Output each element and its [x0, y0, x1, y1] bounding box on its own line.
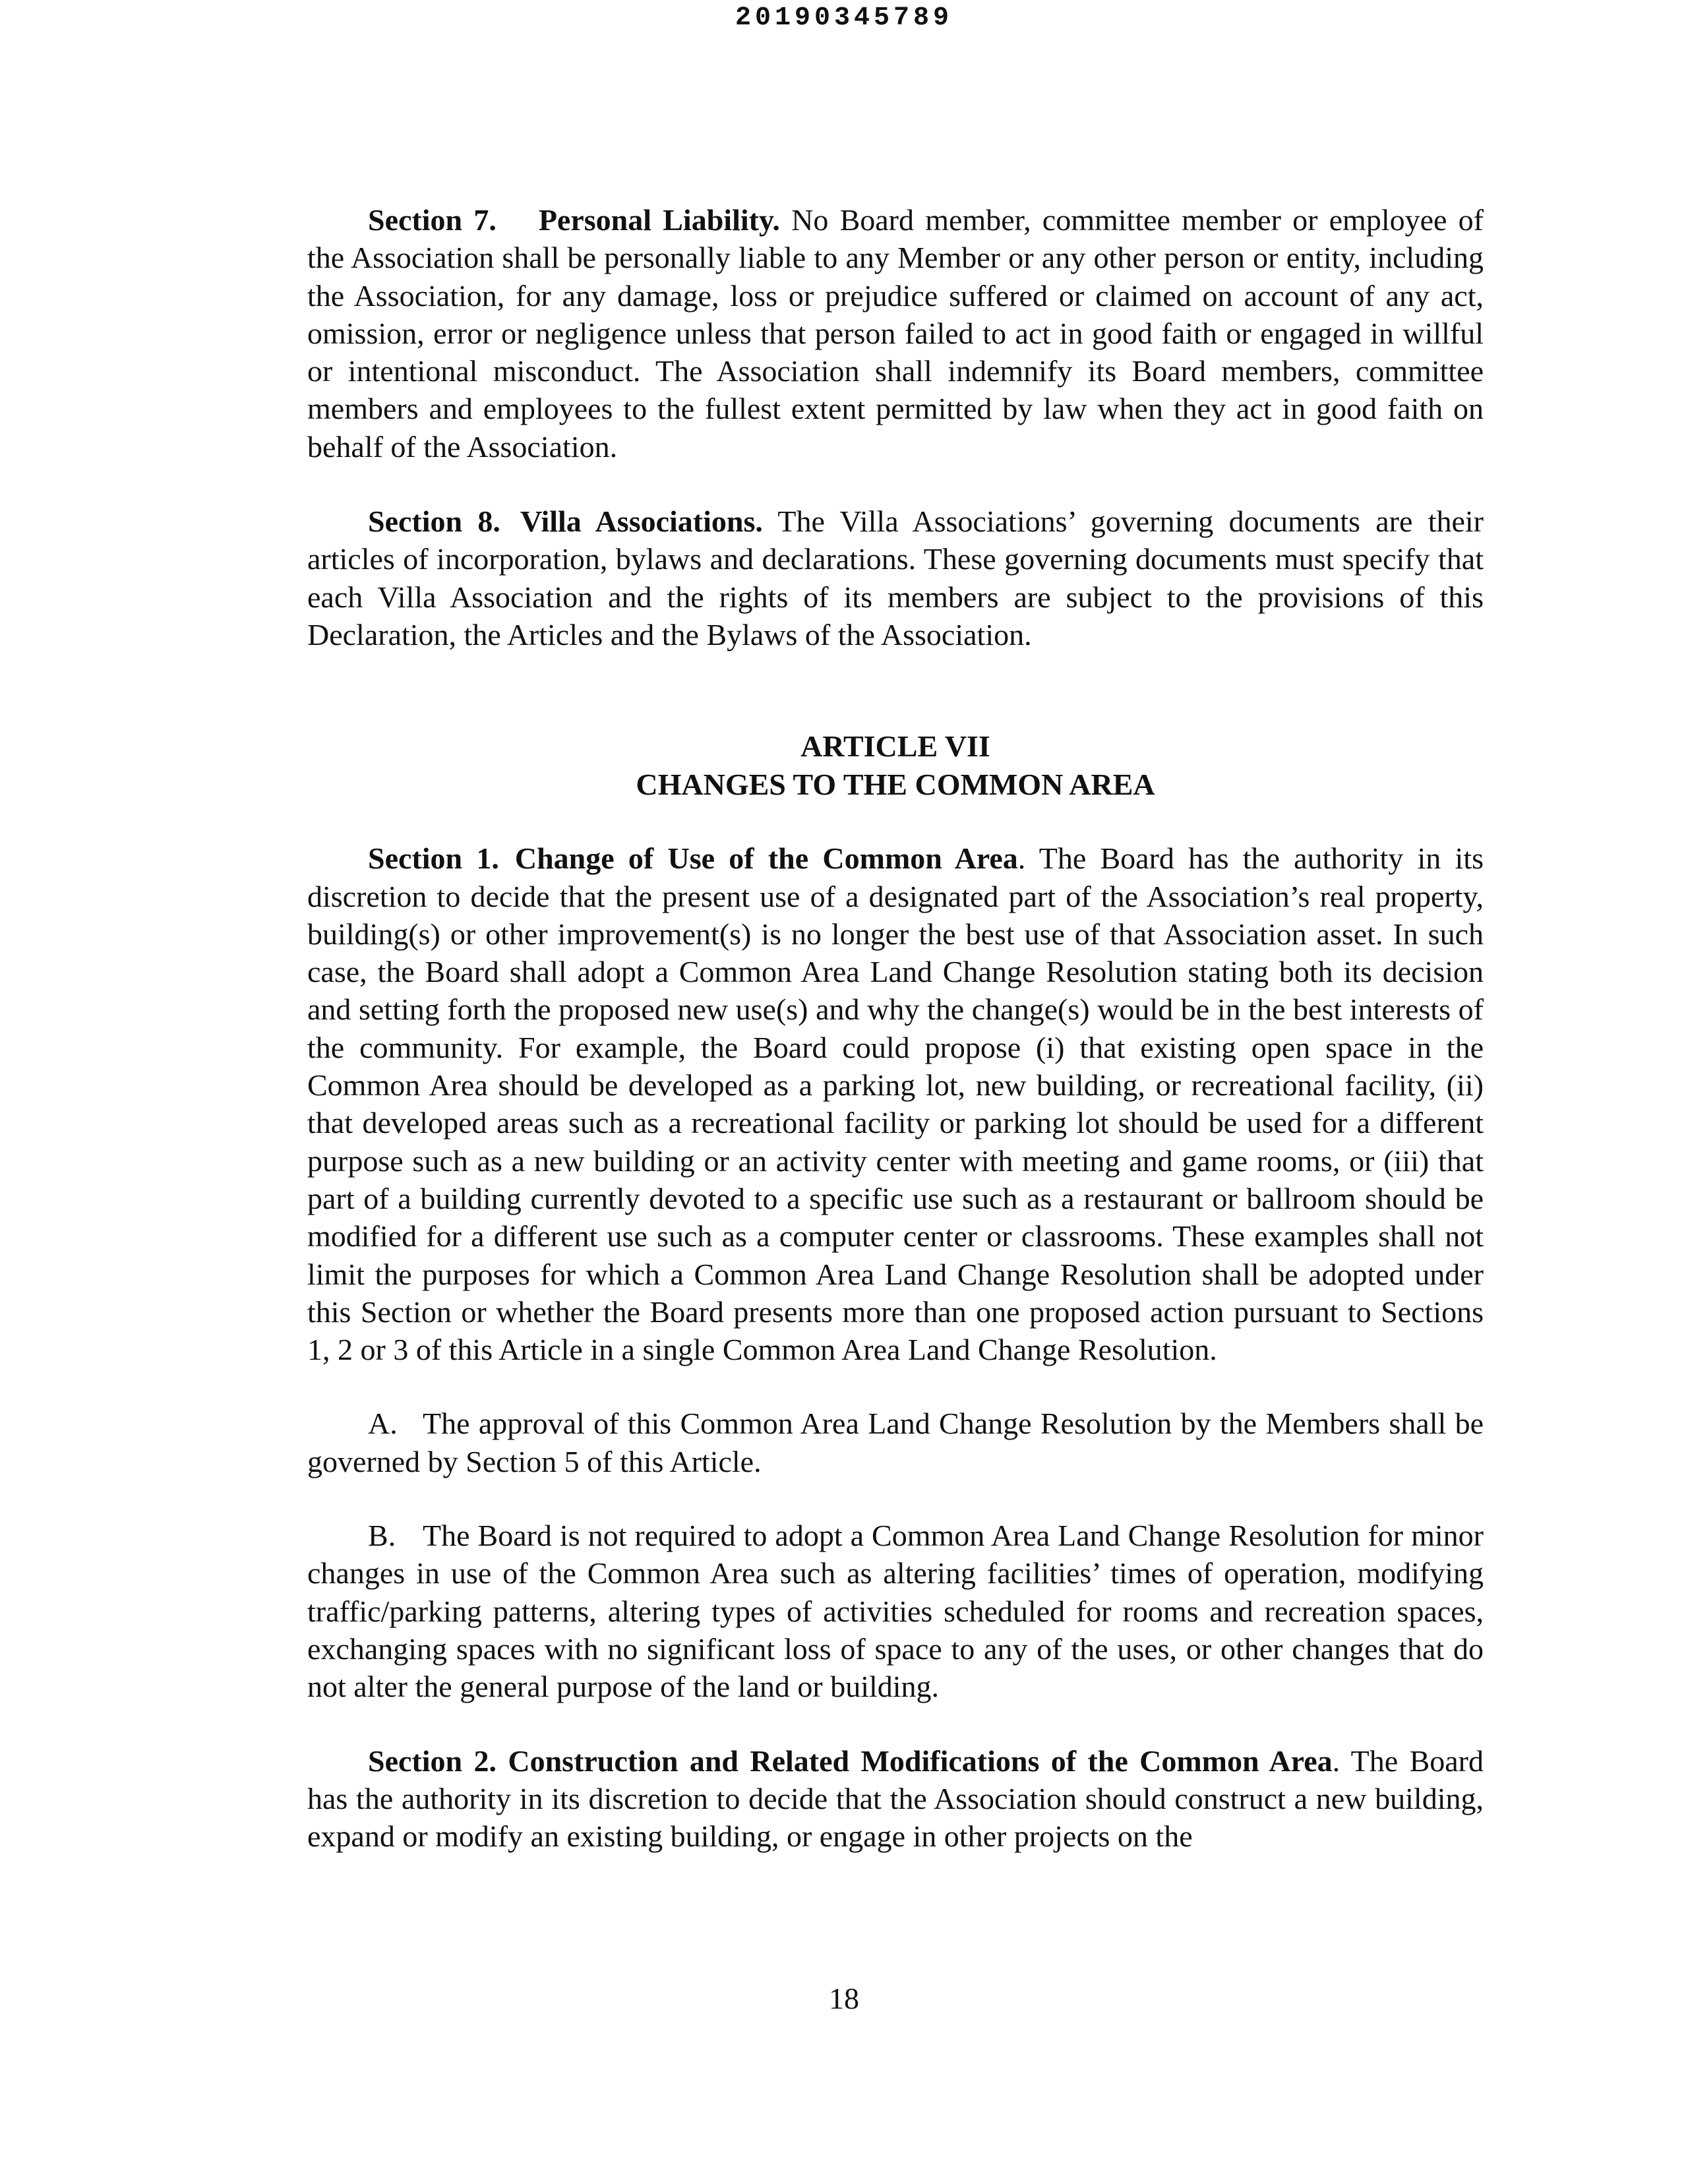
section-7-paragraph [307, 201, 1484, 466]
section-8-text: The Villa Associations’ governing documents are their articles of incorporation, bylaws and declarations. These governing documents must specify that each Villa Association and the rights of its members are subject to the provisions of this Declaration, the Articles and the Bylaws of the Association. [307, 504, 1484, 652]
document-body [307, 201, 1484, 1855]
section-7-title: Personal Liability. [538, 203, 780, 237]
article-section-2-title: Construction and Related Modifications of the Common Area [508, 1744, 1333, 1778]
article-number: ARTICLE VII [800, 729, 990, 764]
section-8-label: Section 8. [368, 504, 500, 539]
article-section-1-text: . The Board has the authority in its discretion to decide that the present use of a designated part of the Association’s real property, building(s) or other improvement(s) is no longer the best use of that Association asset. In such case, the Board shall adopt a Common Area Land Change Resolution stating both its decision and setting forth the proposed new use(s) and why the change(s) would be in the best interests of the community. For example, the Board could propose (i) that existing open space in the Common Area should be developed as a parking lot, new building, or recreational facility, (ii) that developed areas such as a recreational facility or parking lot should be used for a different purpose such as a new building or an activity center with meeting and game rooms, or (iii) that part of a building currently devoted to a specific use such as a restaurant or ballroom should be modified for a different use such as a computer center or classrooms. These examples shall not limit the purposes for which a Common Area Land Change Resolution shall be adopted under this Section or whether the Board presents more than one proposed action pursuant to Sections 1, 2 or 3 of this Article in a single Common Area Land Change Resolution. [307, 841, 1484, 1367]
item-a-paragraph [307, 1405, 1484, 1480]
article-section-2-label: Section 2. [368, 1744, 497, 1778]
item-b-paragraph [307, 1517, 1484, 1705]
item-a-letter: A. [368, 1407, 398, 1441]
article-heading [307, 727, 1484, 803]
article-section-2-paragraph [307, 1742, 1484, 1856]
section-8-paragraph [307, 502, 1484, 653]
section-7-text: No Board member, committee member or employee of the Association shall be personally liable to any Member or any other person or entity, including the Association, for any damage, loss or prejudice suffered or claimed on account of any act, omission, error or negligence unless that person failed to act in good faith or engaged in willful or intentional misconduct. The Association shall indemnify its Board members, committee members and employees to the fullest extent permitted by law when they act in good faith on behalf of the Association. [307, 203, 1484, 464]
page-number: 18 [829, 1982, 859, 2015]
article-section-1-label: Section 1. [368, 841, 499, 876]
item-b-text: The Board is not required to adopt a Common Area Land Change Resolution for minor changes in use of the Common Area such as altering facilities’ times of operation, modifying traffic/parking patterns, altering types of activities scheduled for rooms and recreation spaces, exchanging spaces with no significant loss of space to any of the uses, or other changes that do not alter the general purpose of the land or building. [307, 1519, 1484, 1704]
item-a-text: The approval of this Common Area Land Change Resolution by the Members shall be governed by Section 5 of this Article. [307, 1407, 1484, 1478]
document-number: 20190345789 [735, 3, 953, 33]
article-section-1-title: Change of Use of the Common Area [514, 841, 1018, 876]
item-b-letter: B. [368, 1519, 396, 1553]
section-8-title: Villa Associations. [520, 504, 763, 539]
article-title: CHANGES TO THE COMMON AREA [636, 767, 1155, 801]
article-section-1-paragraph [307, 839, 1484, 1368]
section-7-label: Section 7. [368, 203, 497, 237]
article-section-2-text: . The Board has the authority in its discretion to decide that the Association should construct a new building, expand or modify an existing building, or engage in other projects on the [307, 1744, 1484, 1854]
